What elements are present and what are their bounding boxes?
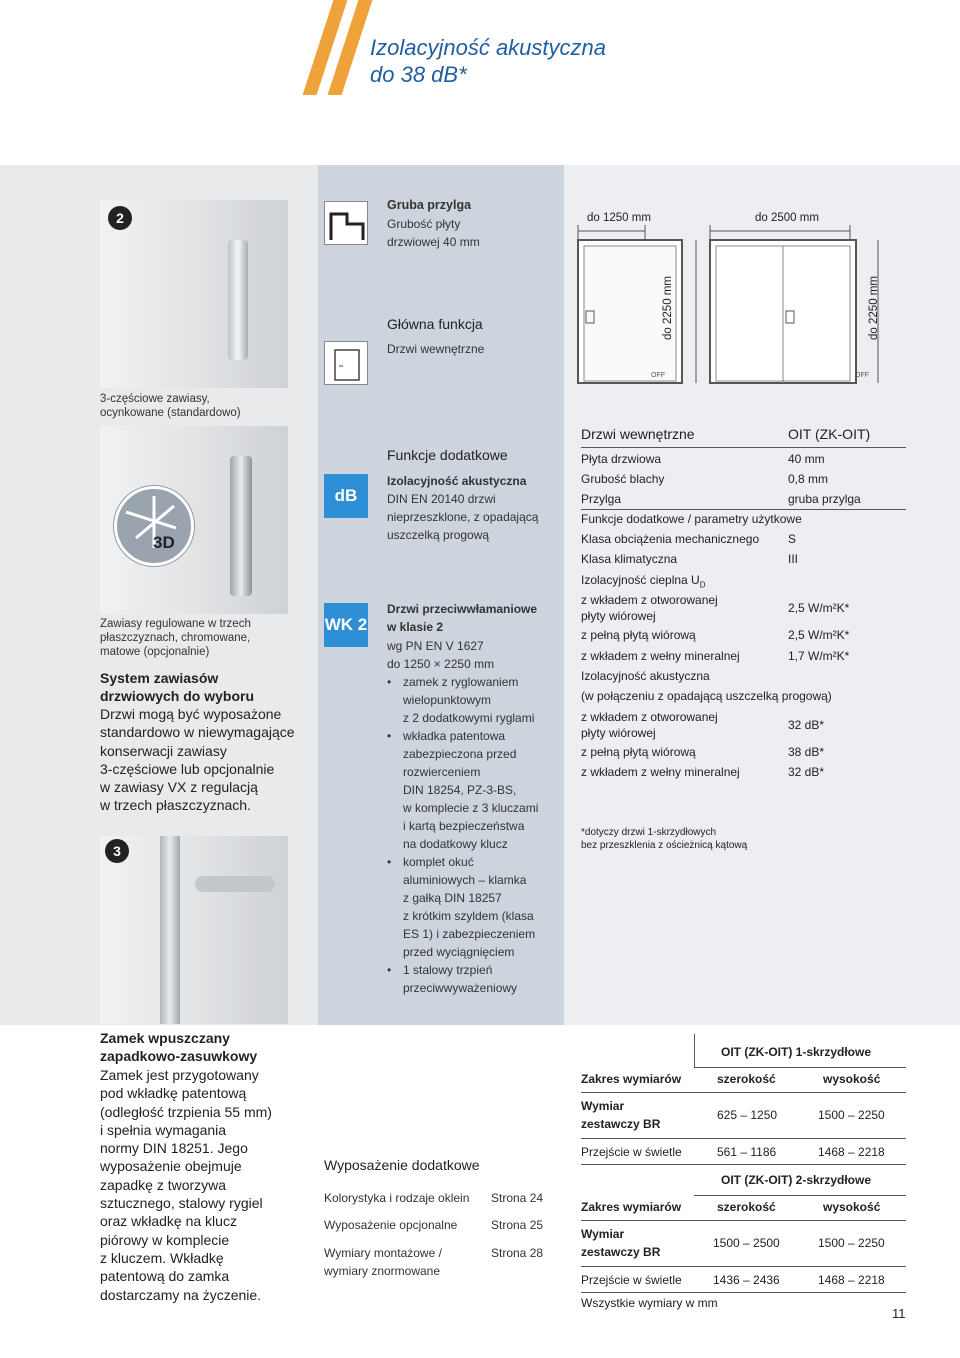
hinge-photo	[100, 200, 288, 388]
divider	[581, 1138, 906, 1139]
spec-label: z pełną płytą wiórową	[581, 745, 696, 759]
badge-3: 3	[105, 839, 129, 863]
spec-row	[581, 628, 906, 642]
spec-label: Izolacyjność cieplna U	[581, 573, 700, 587]
burglar-bullets	[387, 673, 562, 997]
row-std: Wymiar zestawczy BR	[581, 1099, 661, 1131]
t2-clr-w: 1436 – 2436	[713, 1273, 780, 1287]
spec-row	[581, 552, 906, 566]
t2-clr-h: 1468 – 2218	[818, 1273, 885, 1287]
spec-label: (w połączeniu z opadającą uszczelką progową)	[581, 689, 832, 703]
main-function-title: Główna funkcja	[387, 316, 483, 332]
spec-label: z wkładem z otworowanej płyty wiórowej	[581, 710, 718, 740]
bullet-item: • wkładka patentowa zabezpieczona przed rozwierceniem DIN 18254, PZ-3-BS, w komplecie z 3 kluczami i kartą bezpieczeństwa na dodatkowy klucz	[387, 727, 562, 853]
divider	[581, 1292, 906, 1293]
title-line2: do 38 dB*	[370, 62, 467, 87]
burglar-intro: wg PN EN V 1627 do 1250 × 2250 mm	[387, 639, 495, 671]
col-width: szerokość	[717, 1200, 776, 1214]
row-clear: Przejście w świetle	[581, 1145, 682, 1159]
spec-label: Klasa obciążenia mechanicznego	[581, 532, 760, 546]
rebate-body: Grubość płyty drzwiowej 40 mm	[387, 217, 480, 249]
door-dimension-drawing	[570, 205, 900, 390]
off-marker-2: OFF	[855, 372, 869, 379]
col-width: szerokość	[717, 1072, 776, 1086]
row-clear: Przejście w świetle	[581, 1273, 682, 1287]
spec-label: z wkładem z wełny mineralnej	[581, 649, 740, 663]
adjustable-hinge-photo	[100, 426, 288, 614]
spec-row	[581, 745, 906, 759]
spec-value: gruba przylga	[788, 492, 861, 506]
lock-title: Zamek wpuszczany zapadkowo-zasuwkowy	[100, 1030, 258, 1064]
table2-title: OIT (ZK-OIT) 2-skrzydłowe	[721, 1173, 872, 1187]
spec-label: z wkładem z otworowanej płyty wiórowej	[581, 593, 718, 623]
divider	[694, 1067, 906, 1068]
lock-photo	[100, 836, 288, 1024]
divider	[694, 1195, 906, 1196]
hinge-system-title: System zawiasów drzwiowych do wyboru	[100, 670, 255, 704]
row-std: Wymiar zestawczy BR	[581, 1227, 661, 1259]
col-label: Zakres wymiarów	[581, 1072, 682, 1086]
col-height: wysokość	[823, 1072, 881, 1086]
spec-row	[581, 532, 906, 546]
accessory-label: Wyposażenie opcjonalne	[324, 1218, 458, 1232]
spec-label: z pełną płytą wiórową	[581, 628, 696, 642]
spec-row	[581, 452, 906, 466]
door-icon	[324, 341, 368, 385]
divider	[581, 447, 906, 448]
badge-2: 2	[108, 206, 132, 230]
t1-clr-w: 561 – 1186	[717, 1145, 777, 1159]
spec-row	[581, 472, 906, 486]
t2-std-h: 1500 – 2250	[818, 1236, 885, 1250]
spec-value: 1,7 W/m²K*	[788, 649, 850, 663]
lock-body: Zamek jest przygotowany pod wkładkę patentową (odległość trzpienia 55 mm) i spełnia wymagania normy DIN 18251. Jego wyposażenie obejmuje zapadkę z tworzywa sztucznego, stalowy rygiel oraz wkładkę na klucz piórowy w komplecie z kluczem. Wkładkę patentową do zamka dostarczamy na życzenie.	[100, 1067, 272, 1303]
acoustic-body: DIN EN 20140 drzwi nieprzeszklone, z opadającą uszczelką progową	[387, 492, 539, 542]
spec-label: Grubość blachy	[581, 472, 665, 486]
wk2-icon: WK 2	[324, 603, 368, 647]
spec-label: Przylga	[581, 492, 622, 506]
bullet-item: • zamek z ryglowaniem wielopunktowym z 2 dodatkowymi ryglami	[387, 673, 562, 727]
height-label-2: do 2250 mm	[867, 276, 880, 340]
spec-subscript: D	[699, 580, 706, 590]
divider	[581, 1164, 906, 1165]
spec-value: 2,5 W/m²K*	[788, 601, 850, 615]
spec-label: Klasa klimatyczna	[581, 552, 678, 566]
bullet-item: • 1 stalowy trzpień przeciwwyważeniowy	[387, 961, 562, 997]
title-line1: Izolacyjność akustyczna	[370, 35, 606, 60]
accessory-page-link[interactable]: Strona 25	[491, 1218, 544, 1232]
divider	[581, 1220, 906, 1221]
dims-footer: Wszystkie wymiary w mm	[581, 1296, 718, 1310]
spec-value: 2,5 W/m²K*	[788, 628, 850, 642]
spec-label: Płyta drzwiowa	[581, 452, 662, 466]
spec-label: Izolacyjność akustyczna	[581, 669, 710, 683]
spec-label: Funkcje dodatkowe / parametry użytkowe	[581, 512, 802, 526]
spec-row	[581, 709, 906, 741]
rebate-title: Gruba przylga	[387, 198, 472, 212]
spec-value: 32 dB*	[788, 765, 825, 779]
t1-std-w: 625 – 1250	[717, 1108, 778, 1122]
spec-row	[581, 573, 906, 589]
spec-head-left: Drzwi wewnętrzne	[581, 426, 695, 442]
spec-value: S	[788, 532, 797, 546]
burglar-title: Drzwi przeciwwłamaniowe w klasie 2	[387, 602, 538, 634]
spec-value: 38 dB*	[788, 745, 825, 759]
table1-title: OIT (ZK-OIT) 1-skrzydłowe	[721, 1045, 872, 1059]
t2-std-w: 1500 – 2500	[713, 1236, 780, 1250]
db-icon: dB	[324, 474, 368, 518]
height-label-1: do 2250 mm	[661, 276, 674, 340]
spec-value: III	[788, 552, 799, 566]
col-label: Zakres wymiarów	[581, 1200, 682, 1214]
spec-row	[581, 592, 906, 624]
accessories-title: Wyposażenie dodatkowe	[324, 1157, 480, 1173]
spec-footnote: *dotyczy drzwi 1-skrzydłowych bez przeszklenia z ościeżnicą kątową	[581, 827, 748, 851]
bullet-item: • komplet okuć aluminiowych – klamka z gałką DIN 18257 z krótkim szyldem (klasa ES 1) i zabezpieczeniem przed wyciągnięciem	[387, 853, 562, 961]
spec-row	[581, 669, 906, 683]
hinge-system-body: Drzwi mogą być wyposażone standardowo w niewymagające konserwacji zawiasy 3-częściowe lub opcjonalnie w zawiasy VX z regulacją w trzech płaszczyznach.	[100, 706, 295, 814]
hinge-caption-1: 3-częściowe zawiasy, ocynkowane (standardowo)	[100, 393, 241, 419]
spec-value: 40 mm	[788, 452, 825, 466]
page-number: 11	[892, 1306, 906, 1321]
spec-row	[581, 649, 906, 663]
width-label-2: do 2500 mm	[755, 212, 819, 224]
3d-label: 3D	[153, 533, 175, 552]
spec-label: z wkładem z wełny mineralnej	[581, 765, 740, 779]
spec-header	[581, 426, 906, 442]
hinge-caption-2: Zawiasy regulowane w trzech płaszczyznach, chromowane, matowe (opcjonalnie)	[100, 618, 251, 658]
acoustic-title: Izolacyjność akustyczna	[387, 474, 527, 488]
accessory-page-link[interactable]: Strona 24	[491, 1191, 544, 1205]
off-marker-1: OFF	[651, 372, 665, 379]
accessory-page-link[interactable]: Strona 28	[491, 1246, 544, 1260]
spec-head-right: OIT (ZK-OIT)	[788, 426, 871, 442]
col-height: wysokość	[823, 1200, 881, 1214]
thick-rebate-icon	[324, 201, 368, 245]
spec-value: 0,8 mm	[788, 472, 829, 486]
divider	[581, 509, 906, 510]
main-function-body: Drzwi wewnętrzne	[387, 342, 485, 356]
divider	[581, 1092, 906, 1093]
spec-row	[581, 765, 906, 779]
spec-row	[581, 512, 906, 526]
divider	[581, 1266, 906, 1267]
extra-functions-title: Funkcje dodatkowe	[387, 447, 508, 463]
t1-std-h: 1500 – 2250	[818, 1108, 885, 1122]
t1-clr-h: 1468 – 2218	[818, 1145, 885, 1159]
3d-adjust-icon	[114, 486, 194, 566]
spec-row	[581, 689, 906, 703]
spec-value: 32 dB*	[788, 718, 825, 732]
accessory-label: Wymiary montażowe / wymiary znormowane	[324, 1246, 442, 1278]
accessory-label: Kolorystyka i rodzaje oklein	[324, 1191, 470, 1205]
page-title	[370, 34, 606, 88]
width-label-1: do 1250 mm	[587, 212, 651, 224]
spec-row	[581, 492, 906, 506]
